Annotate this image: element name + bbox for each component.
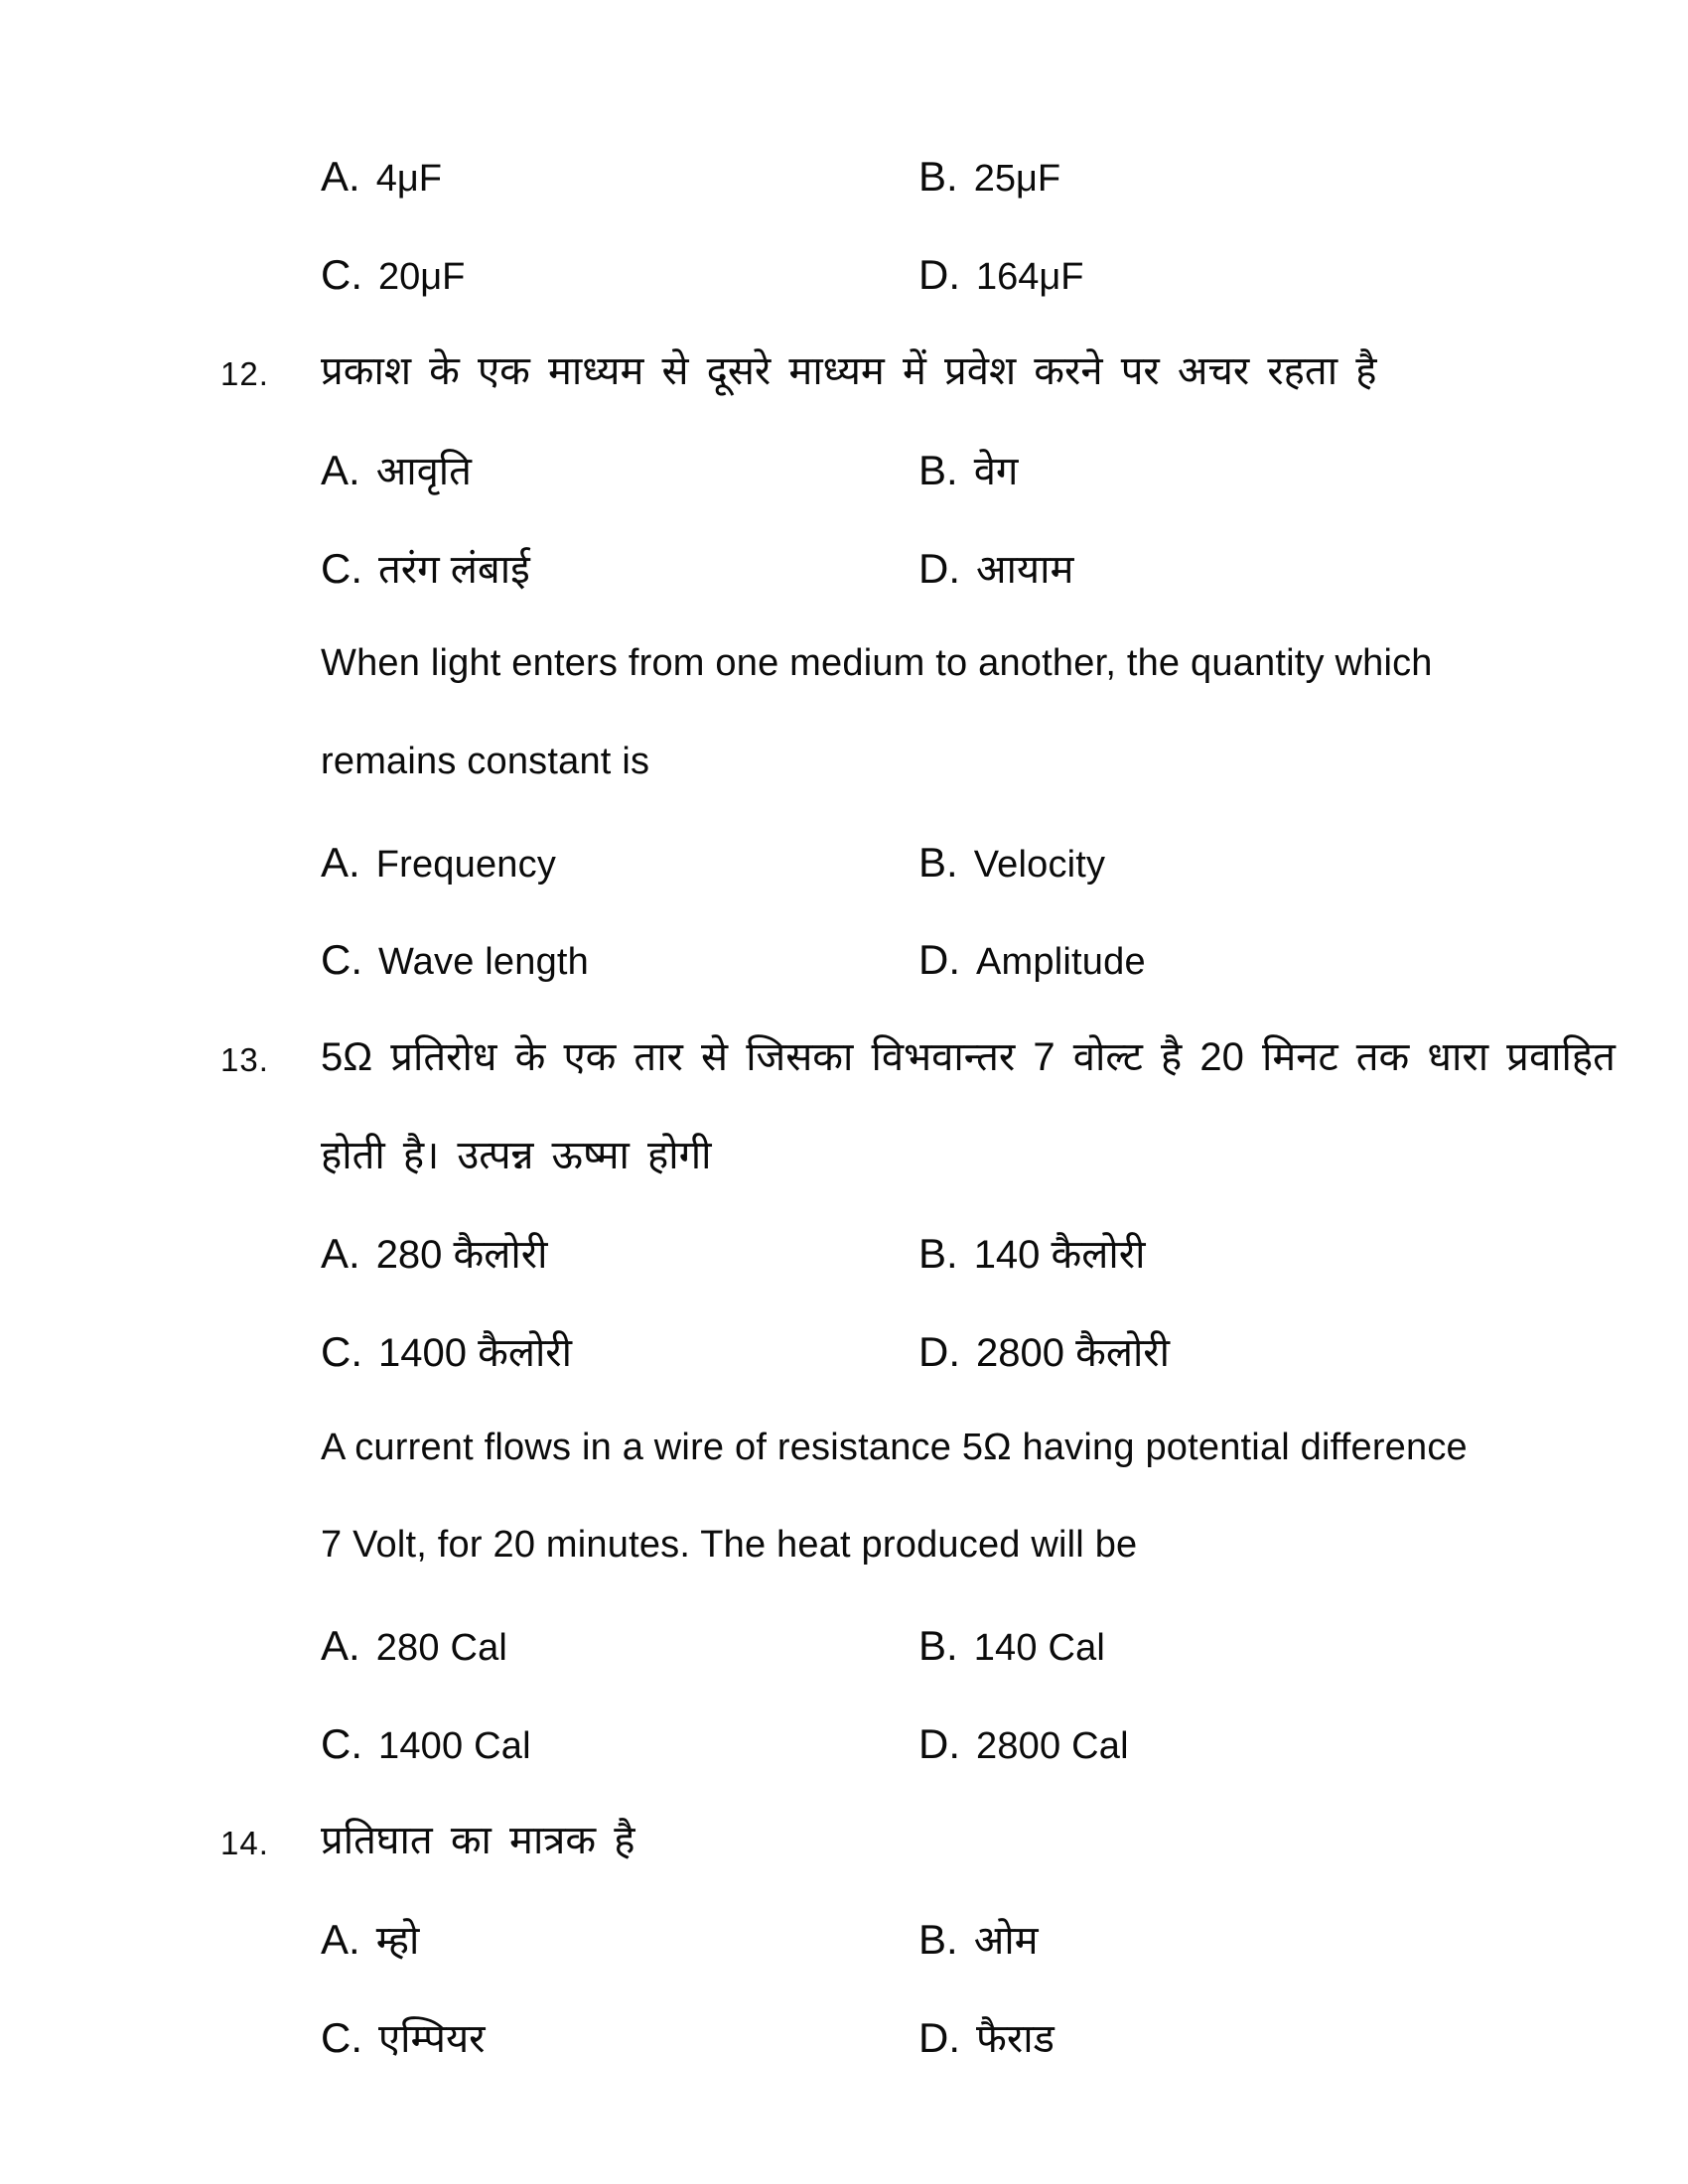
q13-english-options-row-1 xyxy=(0,1622,1688,1692)
q13-hindi-option-c-value: 1400 कैलोरी xyxy=(378,1331,573,1375)
q12-hindi-option-b xyxy=(918,447,1018,494)
q13-hindi-option-b xyxy=(918,1230,1145,1278)
q12-english-options-row-1 xyxy=(0,839,1688,908)
q13-hindi-option-d-value: 2800 कैलोरी xyxy=(976,1331,1171,1375)
q12-english-option-d xyxy=(918,936,1146,985)
q13-english-option-a-value: 280 Cal xyxy=(375,1627,508,1669)
q14-hindi-option-b xyxy=(918,1916,1039,1964)
option-letter-c: C. xyxy=(321,251,362,298)
option-letter-d: D. xyxy=(918,251,960,298)
q13-english-option-c-value: 1400 Cal xyxy=(378,1725,531,1767)
q14-hindi-option-a xyxy=(321,1916,419,1964)
q12-english-text-2: remains constant is xyxy=(321,741,650,782)
q12-hindi-option-d xyxy=(918,545,1073,593)
q13-number: 13. xyxy=(220,1041,269,1078)
q13-hindi-text-1: 5Ω प्रतिरोध के एक तार से जिसका विभवान्तर 7 वोल्ट है 20 मिनट तक धारा प्रवाहित xyxy=(321,1035,1616,1079)
q12-english-option-a-value: Frequency xyxy=(375,844,557,886)
q14-hindi-options-row-2 xyxy=(0,2014,1688,2084)
q12-hindi-options-row-2 xyxy=(0,545,1688,614)
option-letter-d: D. xyxy=(918,2014,960,2061)
q12-number: 12. xyxy=(220,355,269,392)
option-letter-c: C. xyxy=(321,545,362,592)
option-letter-d: D. xyxy=(918,545,960,592)
option-letter-b: B. xyxy=(918,153,958,200)
option-letter-d: D. xyxy=(918,1328,960,1375)
q11-option-c xyxy=(321,251,465,300)
q13-english-text-2: 7 Volt, for 20 minutes. The heat produced will be xyxy=(321,1524,1138,1566)
option-letter-a: A. xyxy=(321,839,360,886)
option-letter-c: C. xyxy=(321,1328,362,1375)
option-letter-a: A. xyxy=(321,1230,360,1277)
q13-english-option-b xyxy=(918,1622,1105,1671)
q14-question-hindi-row xyxy=(0,1818,1688,1887)
option-letter-d: D. xyxy=(918,1720,960,1767)
q12-english-option-c-value: Wave length xyxy=(378,941,590,983)
q12-question-hindi-row xyxy=(0,348,1688,418)
q12-english-option-c xyxy=(321,936,589,985)
q11-option-d xyxy=(918,251,1084,300)
q12-english-options-row-2 xyxy=(0,936,1688,1006)
q11-options-row-2 xyxy=(0,251,1688,321)
q12-question-hindi: प्रकाश के एक माध्यम से दूसरे माध्यम में प्रवेश करने पर अचर रहता है xyxy=(321,349,1377,393)
q14-hindi-option-c xyxy=(321,2014,486,2062)
q13-english-option-d xyxy=(918,1720,1129,1769)
q13-english-option-c xyxy=(321,1720,531,1769)
q13-hindi-options-row-2 xyxy=(0,1328,1688,1398)
q12-english-option-d-value: Amplitude xyxy=(976,941,1146,983)
q12-hindi-option-c xyxy=(321,545,530,593)
q14-hindi-option-d xyxy=(918,2014,1055,2062)
option-letter-b: B. xyxy=(918,1916,958,1963)
q11-options-row-1 xyxy=(0,153,1688,222)
q11-option-b-value: 25μF xyxy=(973,158,1061,200)
q13-hindi-options-row-1 xyxy=(0,1230,1688,1299)
q11-option-a xyxy=(321,153,442,202)
option-letter-a: A. xyxy=(321,1622,360,1669)
option-letter-a: A. xyxy=(321,447,360,493)
q12-english-option-b xyxy=(918,839,1105,887)
q13-english-option-b-value: 140 Cal xyxy=(973,1627,1106,1669)
q13-hindi-option-a xyxy=(321,1230,547,1278)
q12-english-option-a xyxy=(321,839,556,887)
q13-hindi-option-c xyxy=(321,1328,572,1376)
q12-hindi-option-c-value: तरंग लंबाई xyxy=(378,548,530,592)
q13-english-text-1: A current flows in a wire of resistance 5Ω having potential difference xyxy=(321,1427,1468,1468)
q12-question-english-line2 xyxy=(0,741,1688,810)
option-letter-a: A. xyxy=(321,1916,360,1963)
q13-question-hindi-line2 xyxy=(0,1133,1688,1202)
q13-hindi-option-b-value: 140 कैलोरी xyxy=(973,1233,1146,1277)
option-letter-a: A. xyxy=(321,153,360,200)
q12-question-english-line1 xyxy=(0,642,1688,712)
q12-hindi-option-a-value: आवृति xyxy=(375,450,472,493)
option-letter-c: C. xyxy=(321,936,362,983)
q14-hindi-option-a-value: म्हो xyxy=(375,1919,420,1963)
option-letter-b: B. xyxy=(918,447,958,493)
q14-hindi-option-d-value: फैराड xyxy=(976,2017,1055,2061)
option-letter-b: B. xyxy=(918,1230,958,1277)
q13-hindi-text-2: होती है। उत्पन्न ऊष्मा होगी xyxy=(321,1134,712,1177)
q12-hindi-options-row-1 xyxy=(0,447,1688,516)
q13-question-english-line2 xyxy=(0,1524,1688,1593)
q11-option-d-value: 164μF xyxy=(976,256,1084,298)
q14-number: 14. xyxy=(220,1825,269,1861)
q14-hindi-option-b-value: ओम xyxy=(973,1919,1039,1963)
q11-option-a-value: 4μF xyxy=(375,158,442,200)
q12-english-text-1: When light enters from one medium to another, the quantity which xyxy=(321,642,1433,684)
q14-hindi-options-row-1 xyxy=(0,1916,1688,1985)
q13-hindi-option-a-value: 280 कैलोरी xyxy=(375,1233,548,1277)
q13-question-hindi-line1 xyxy=(0,1034,1688,1104)
option-letter-d: D. xyxy=(918,936,960,983)
option-letter-b: B. xyxy=(918,1622,958,1669)
q13-hindi-option-d xyxy=(918,1328,1170,1376)
option-letter-c: C. xyxy=(321,2014,362,2061)
option-letter-b: B. xyxy=(918,839,958,886)
q14-hindi-option-c-value: एम्पियर xyxy=(378,2017,486,2061)
q11-option-b xyxy=(918,153,1060,202)
q13-english-option-d-value: 2800 Cal xyxy=(976,1725,1129,1767)
q13-english-options-row-2 xyxy=(0,1720,1688,1790)
q13-question-english-line1 xyxy=(0,1427,1688,1496)
q14-question-hindi: प्रतिघात का मात्रक है xyxy=(321,1819,635,1862)
q13-english-option-a xyxy=(321,1622,507,1671)
option-letter-c: C. xyxy=(321,1720,362,1767)
q12-hindi-option-d-value: आयाम xyxy=(976,548,1074,592)
q12-hindi-option-b-value: वेग xyxy=(973,450,1019,493)
q11-option-c-value: 20μF xyxy=(378,256,466,298)
q12-english-option-b-value: Velocity xyxy=(973,844,1106,886)
q12-hindi-option-a xyxy=(321,447,472,494)
